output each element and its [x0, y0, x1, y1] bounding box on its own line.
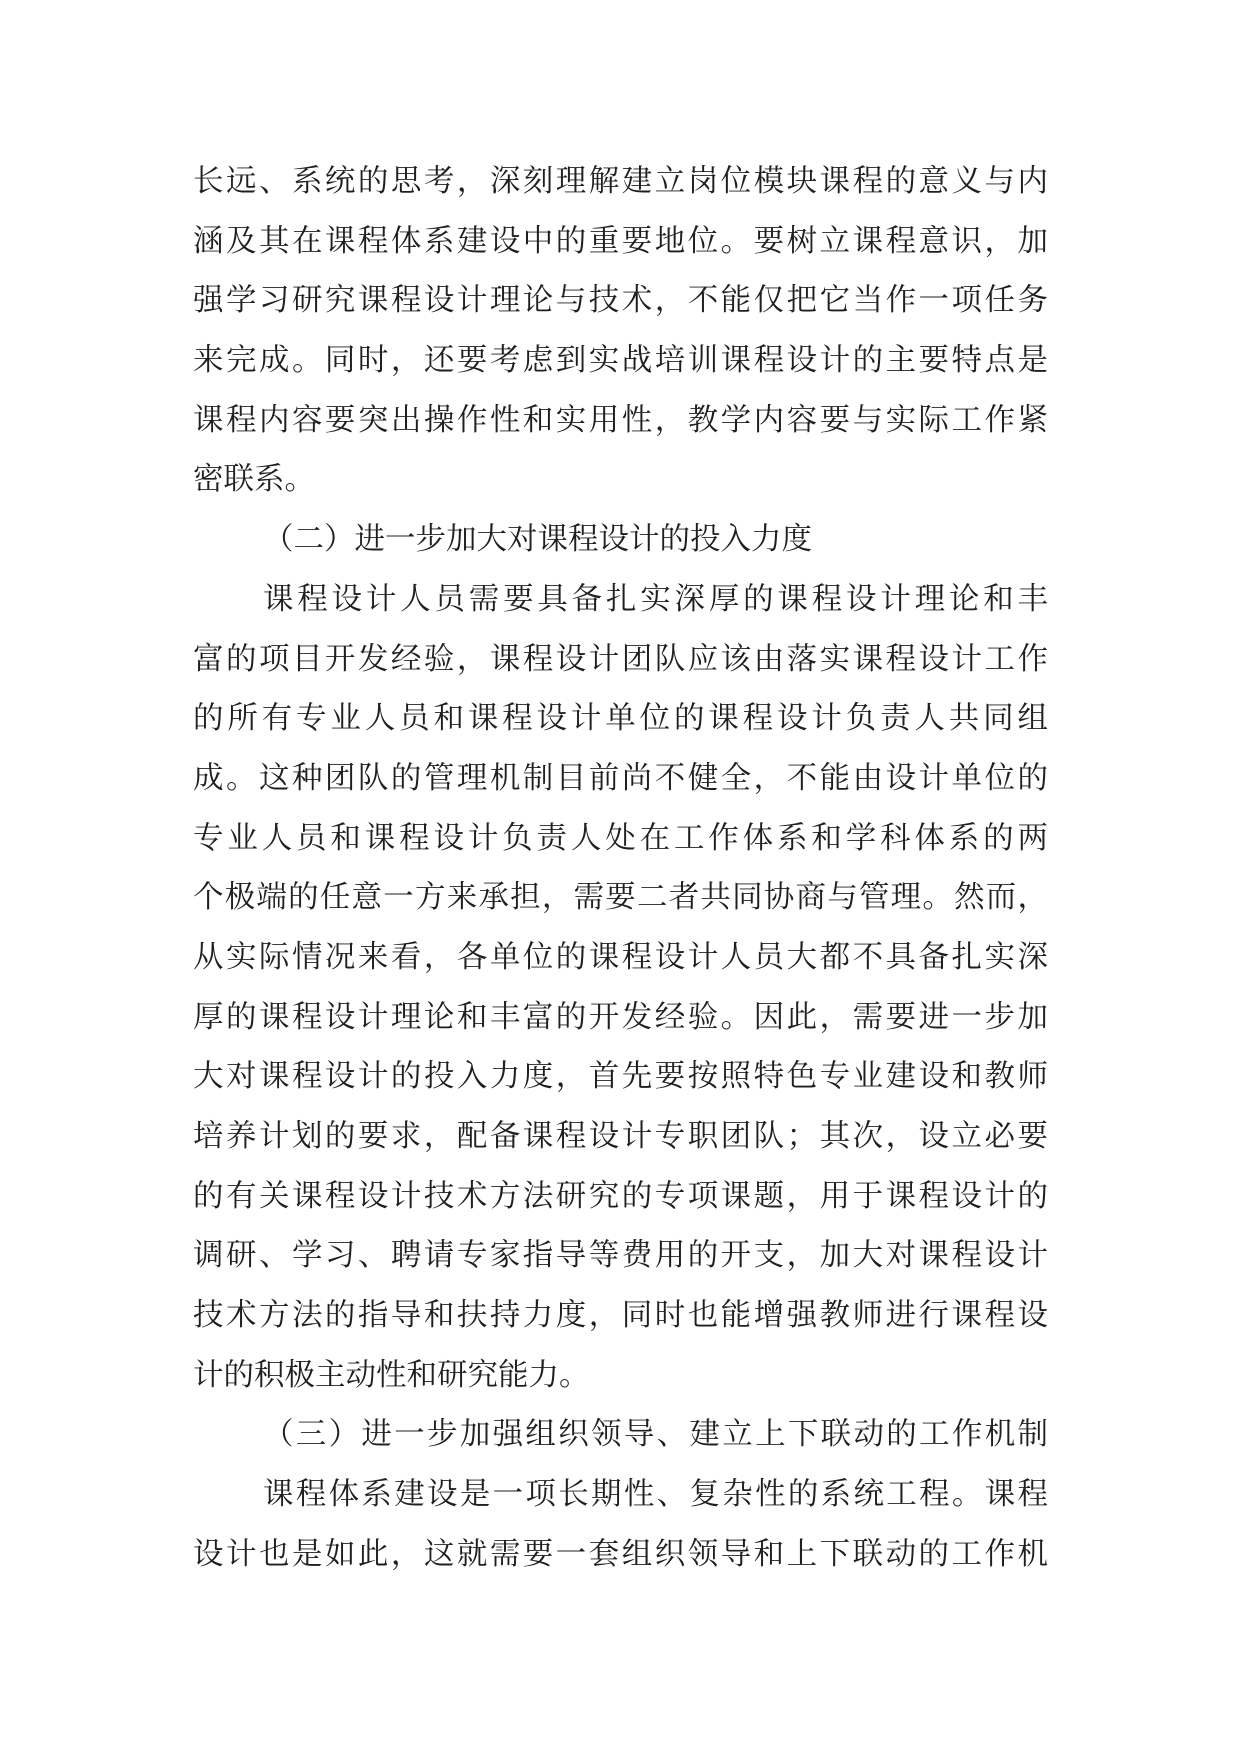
body-text-line: 来完成。同时，还要考虑到实战培训课程设计的主要特点是 — [193, 343, 1048, 379]
body-text-line: 成。这种团队的管理机制目前尚不健全，不能由设计单位的 — [193, 760, 1048, 796]
body-text-line: 涵及其在课程体系建设中的重要地位。要树立课程意识，加 — [193, 223, 1048, 259]
body-text-line: 长远、系统的思考，深刻理解建立岗位模块课程的意义与内 — [193, 164, 1048, 199]
body-text-line: 厚的课程设计理论和丰富的开发经验。因此，需要进一步加 — [193, 999, 1048, 1035]
document-page — [193, 152, 1048, 1585]
body-text-line: 富的项目开发经验，课程设计团队应该由落实课程设计工作 — [193, 641, 1048, 677]
body-text-line: 设计也是如此，这就需要一套组织领导和上下联动的工作机 — [193, 1536, 1048, 1572]
section-heading: （二）进一步加大对课程设计的投入力度 — [263, 522, 812, 558]
body-text-line: 大对课程设计的投入力度，首先要按照特色专业建设和教师 — [193, 1059, 1048, 1095]
body-text-line: 技术方法的指导和扶持力度，同时也能增强教师进行课程设 — [193, 1298, 1048, 1334]
body-text-line: 计的积极主动性和研究能力。 — [193, 1357, 590, 1393]
body-text-line: 强学习研究课程设计理论与技术，不能仅把它当作一项任务 — [193, 283, 1048, 319]
body-text-line: 调研、学习、聘请专家指导等费用的开支，加大对课程设计 — [193, 1238, 1048, 1274]
body-text-line: 专业人员和课程设计负责人处在工作体系和学科体系的两 — [193, 820, 1048, 856]
body-text-line: 个极端的任意一方来承担，需要二者共同协商与管理。然而， — [193, 880, 1048, 916]
body-text-line: 的所有专业人员和课程设计单位的课程设计负责人共同组 — [193, 701, 1048, 737]
body-text-line: 培养计划的要求，配备课程设计专职团队；其次，设立必要 — [193, 1119, 1048, 1154]
body-text-line: 课程体系建设是一项长期性、复杂性的系统工程。课程 — [263, 1477, 1048, 1513]
body-text-line: 的有关课程设计技术方法研究的专项课题，用于课程设计的 — [193, 1178, 1048, 1214]
body-text-line: 课程内容要突出操作性和实用性，教学内容要与实际工作紧 — [193, 402, 1048, 438]
body-text-line: 从实际情况来看，各单位的课程设计人员大都不具备扎实深 — [193, 939, 1048, 975]
section-heading: （三）进一步加强组织领导、建立上下联动的工作机制 — [263, 1417, 1048, 1453]
body-text-line: 课程设计人员需要具备扎实深厚的课程设计理论和丰 — [263, 581, 1048, 617]
body-text-line: 密联系。 — [193, 462, 315, 498]
